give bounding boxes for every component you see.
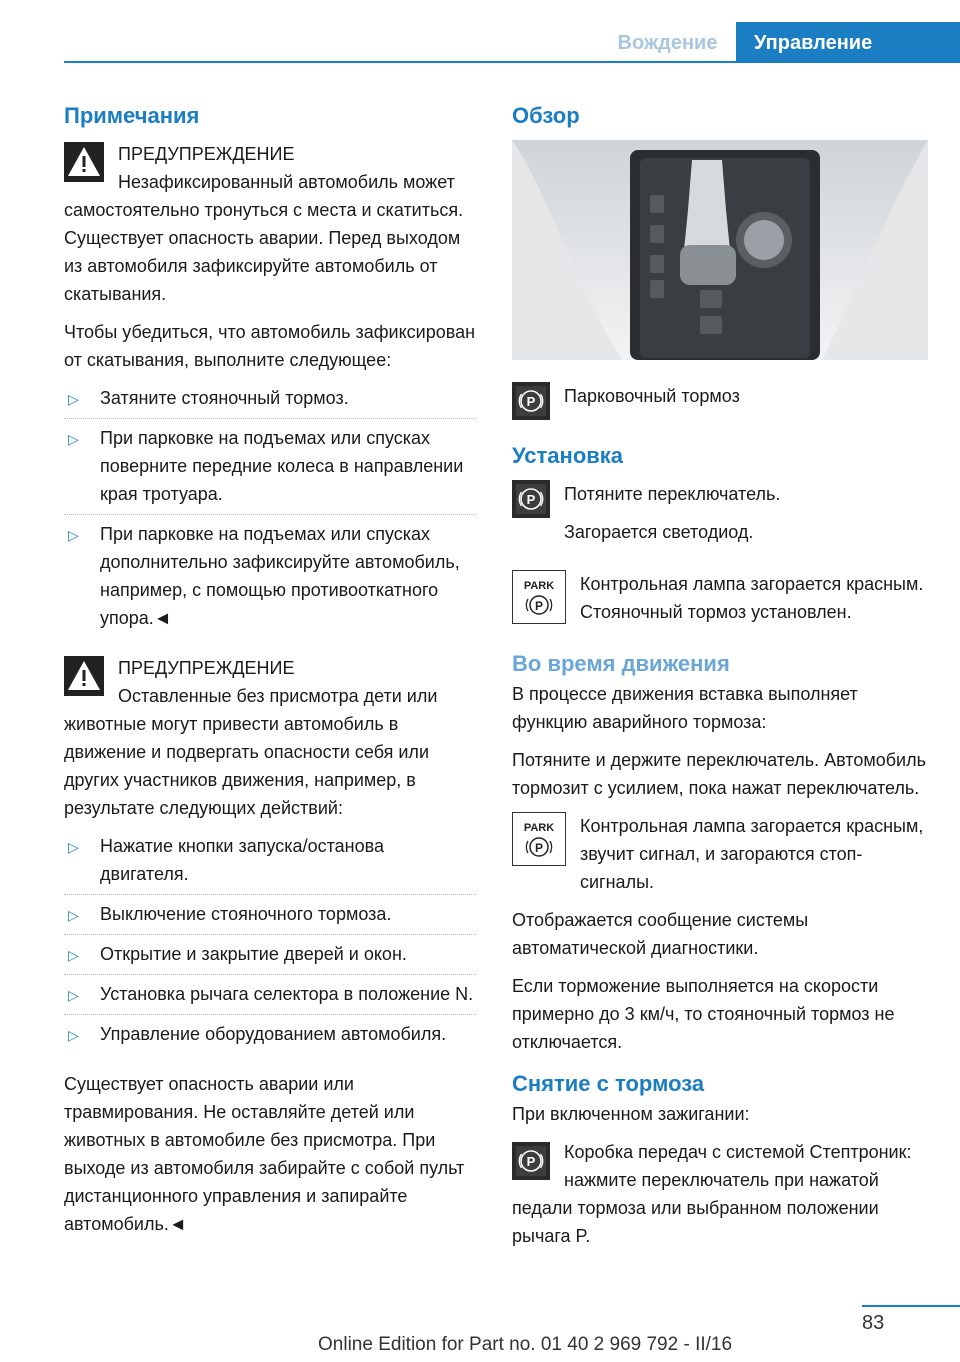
list-item: ▷ Затяните стояночный тормоз. [64,384,476,424]
right-column [512,100,928,1260]
intro-text: Чтобы убедиться, что автомобиль зафиксирован от скатывания, выполните следующее: [64,322,476,370]
set-lamp-text: Контрольная лампа загорается красным. Стояночный тормоз установлен. [580,574,924,622]
parking-brake-switch-icon [512,382,550,420]
set-step-1: Потяните переключатель. [564,484,781,504]
warning-triangle-icon [64,142,104,182]
warning-text: Оставленные без присмотра дети или животные могут привести автомобиль в движение и подвергать опасности себя или других участников движения, например, в результате следующих действий: [64,686,438,818]
list-item: ▷ Установка рычага селектора в положение N. [64,980,476,1020]
release-heading: Снятие с тормоза [512,1071,705,1096]
bullet-triangle-icon: ▷ [68,1027,79,1043]
set-lamp-row [512,570,928,626]
svg-text:P: P [526,1154,536,1169]
warning-block-1 [64,140,476,308]
overview-heading: Обзор [512,103,580,128]
bullet-triangle-icon: ▷ [68,431,79,447]
svg-text:P: P [526,394,536,409]
list-item: ▷ При парковке на подъемах или спусках поверните передние колеса в направлении края тротуара. [64,424,476,520]
svg-text:P: P [534,841,544,855]
page-number: 83 [862,1312,885,1334]
bullet-triangle-icon: ▷ [68,839,79,855]
bullet-triangle-icon: ▷ [68,907,79,923]
left-column [64,100,476,1248]
footer-rule [862,1305,960,1307]
driving-heading: Во время движения [512,651,730,676]
checklist-1 [64,384,476,644]
bullet-triangle-icon: ▷ [68,391,79,407]
notes-heading: Примечания [64,103,200,128]
warning-block-2 [64,654,476,822]
parking-brake-switch-icon [512,480,550,518]
release-text-1: При включенном зажигании: [512,1104,750,1124]
park-indicator-icon [512,570,566,624]
svg-text:PARK: PARK [523,822,555,834]
warning-triangle-icon [64,656,104,696]
driving-text-1: В процессе движения вставка выполняет функцию аварийного тормоза: [512,684,858,732]
parking-brake-caption-row [512,382,928,420]
driving-lamp-row [512,812,928,896]
bullet-triangle-icon: ▷ [68,947,79,963]
warning-title: ПРЕДУПРЕЖДЕНИЕ [118,144,295,164]
bullet-triangle-icon: ▷ [68,527,79,543]
center-console-photo [512,140,928,360]
set-step-2: Загорается светодиод. [564,522,754,542]
list-item: ▷ Выключение стояночного тормоза. [64,900,476,940]
checklist-2 [64,832,476,1060]
set-heading: Установка [512,443,624,468]
svg-text:PARK: PARK [523,580,555,592]
driving-text-4: Если торможение выполняется на скорости примерно до 3 км/ч, то стояночный тормоз не отключается. [512,976,895,1052]
driving-text-3: Отображается сообщение системы автоматической диагностики. [512,910,809,958]
list-item: ▷ Управление оборудованием автомобиля. [64,1020,476,1060]
edition-line: Online Edition for Part no. 01 40 2 969 792 - II/16 [318,1334,733,1355]
list-item: ▷ Нажатие кнопки запуска/останова двигателя. [64,832,476,900]
svg-text:P: P [534,599,544,613]
set-step-row [512,480,928,556]
parking-brake-switch-icon [512,1142,550,1180]
driving-text-2: Потяните и держите переключатель. Автомобиль тормозит с усилием, пока нажат переключатель. [512,750,926,798]
bullet-triangle-icon: ▷ [68,987,79,1003]
warning-text: Незафиксированный автомобиль может самостоятельно тронуться с места и скатиться. Существует опасность аварии. Перед выходом из автомобиля зафиксируйте автомобиль от скатывания. [64,172,464,304]
park-indicator-icon [512,812,566,866]
release-step-row [512,1138,928,1250]
svg-text:P: P [526,492,536,507]
list-item: ▷ Открытие и закрытие дверей и окон. [64,940,476,980]
warning-title: ПРЕДУПРЕЖДЕНИЕ [118,658,295,678]
closing-text: Существует опасность аварии или травмирования. Не оставляйте детей или животных в автомобиле без присмотра. При выходе из автомобиля забирайте с собой пульт дистанционного управления и запирайте автомобиль.◄ [64,1074,465,1234]
tab-driving[interactable]: Вождение [617,32,718,54]
release-text-2: Коробка передач с системой Стептроник: нажмите переключатель при нажатой педали тормоза или выбранном положении рычага P. [512,1142,912,1246]
driving-lamp-text: Контрольная лампа загорается красным, звучит сигнал, и загораются стоп-сигналы. [580,816,924,892]
caption-parking-brake: Парковочный тормоз [564,386,740,406]
tab-controls[interactable]: Управление [736,22,960,62]
list-item: ▷ При парковке на подъемах или спусках дополнительно зафиксируйте автомобиль, например, с помощью противооткатного упора.◄ [64,520,476,644]
